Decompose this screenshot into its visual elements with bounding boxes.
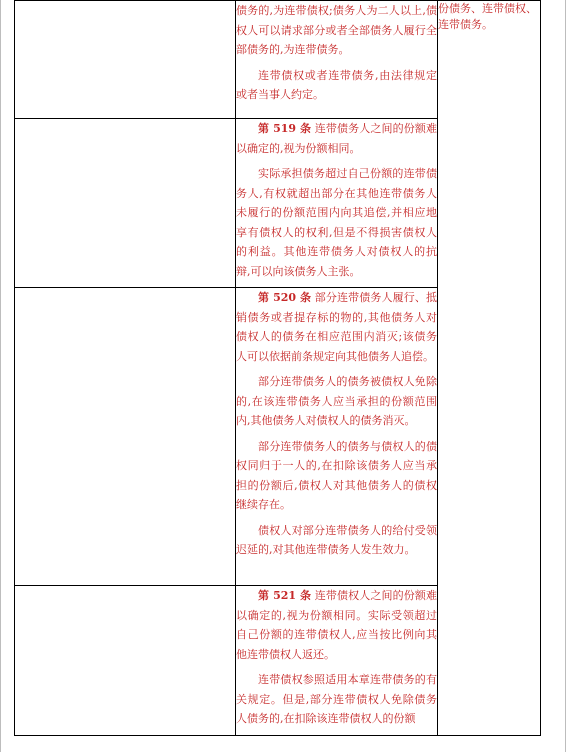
paragraph: 债务的,为连带债权;债务人为二人以上,债权人可以请求部分或者全部债务人履行全部债务的,为连带债务。 [236, 4, 437, 56]
article-number: 第 521 条 [258, 589, 312, 602]
right-note: 份债务、连带债权、连带债务。 [438, 2, 537, 31]
paragraph-text: 连带债务人之间的份额难以确定的,视为份额相同。 [236, 122, 437, 155]
middle-cell [236, 119, 438, 288]
paragraph-text: 部分连带债务人履行、抵销债务或者提存标的物的,其他债务人对债权人的债务在相应范围内消灭;该债务人可以依据前条规定向其他债务人追偿。 [236, 291, 437, 363]
middle-cell [236, 586, 438, 736]
paragraph [236, 288, 437, 366]
left-cell [15, 586, 236, 736]
paragraph: 债权人对部分连带债务人的给付受领迟延的,对其他连带债务人发生效力。 [236, 523, 437, 556]
middle-cell [236, 288, 438, 586]
comparison-table [14, 0, 541, 736]
middle-cell [236, 1, 438, 119]
table-row [15, 1, 541, 119]
paragraph [236, 586, 437, 664]
left-cell [15, 288, 236, 586]
paragraph: 实际承担债务超过自己份额的连带债务人,有权就超出部分在其他连带债务人未履行的份额范围内向其追偿,并相应地享有债权人的权利,但是不得损害债权人的利益。其他连带债务人对债权人的抗辩,可以向该债务人主张。 [236, 167, 437, 278]
paragraph [236, 119, 437, 158]
paragraph: 连带债权参照适用本章连带债务的有关规定。但是,部分连带债权人免除债务人债务的,在扣除该连带债权人的份额 [236, 673, 437, 725]
paragraph: 部分连带债务人的债务被债权人免除的,在该连带债务人应当承担的份额范围内,其他债务人对债权人的债务消灭。 [236, 375, 437, 427]
paragraph-text: 连带债权人之间的份额难以确定的,视为份额相同。实际受领超过自己份额的连带债权人,应当按比例向其他连带债权人返还。 [236, 589, 437, 661]
article-number: 第 519 条 [258, 122, 312, 135]
left-cell [15, 119, 236, 288]
right-cell [438, 1, 541, 736]
left-cell [15, 1, 236, 119]
paragraph: 连带债权或者连带债务,由法律规定或者当事人约定。 [236, 68, 437, 101]
paragraph: 部分连带债务人的债务与债权人的债权同归于一人的,在扣除该债务人应当承担的份额后,债权人对其他债务人的债权继续存在。 [236, 439, 437, 511]
article-number: 第 520 条 [258, 291, 312, 304]
